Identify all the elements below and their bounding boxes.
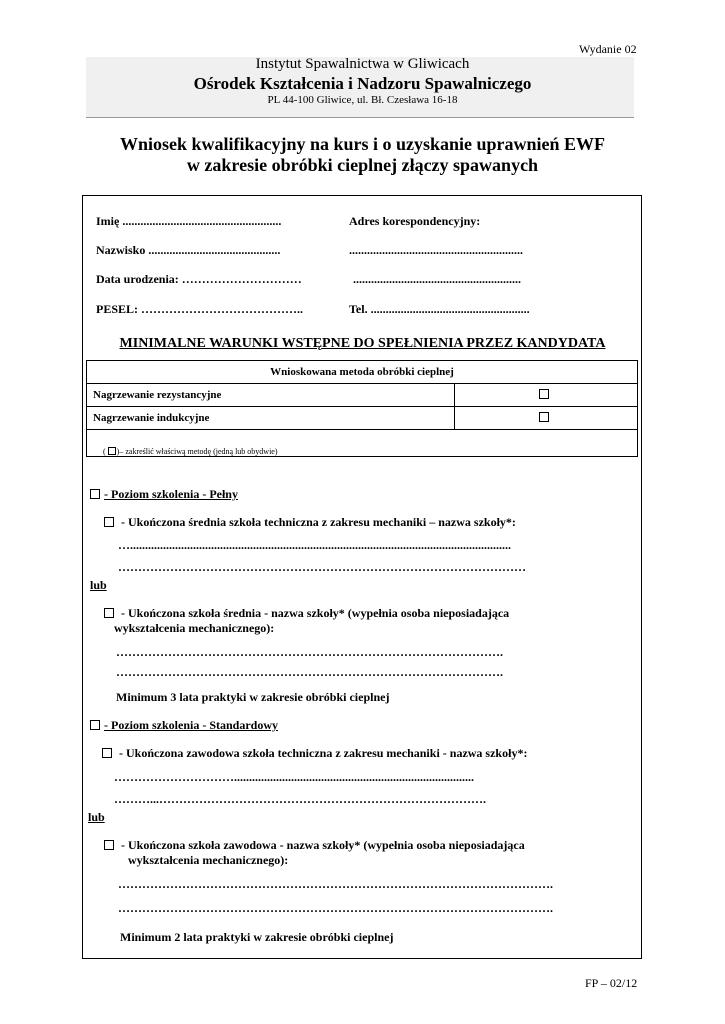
form-code: FP – 02/12 [585, 976, 638, 990]
method-resistive-checkbox[interactable] [539, 389, 549, 399]
method-note: ( )– zakreślić właściwą metodę (jedną lub obydwie) [87, 430, 638, 457]
birth-date-field[interactable]: Data urodzenia: ………………………… [96, 272, 302, 286]
page-subtitle: w zakresie obróbki cieplnej złączy spawanych [186, 155, 539, 175]
first-name-field[interactable]: Imię ..................................................... [96, 214, 282, 228]
standard-school-name-line-4[interactable]: ………………………………………………………………………………………………. [118, 901, 553, 915]
checkbox-legend-icon [108, 447, 116, 455]
phone-field[interactable]: Tel. ..................................................... [349, 302, 530, 316]
method-table [86, 360, 638, 457]
method-resistive-label: Nagrzewanie rezystancyjne [87, 384, 455, 407]
standard-vocational-school-option[interactable]: - Ukończona szkoła zawodowa - nazwa szkoły* (wypełnia osoba nieposiadająca [104, 838, 525, 853]
standard-school-name-line-1[interactable]: …………………………................................................................................ [114, 770, 474, 784]
standard-vocational-school-note: wykształcenia mechanicznego): [128, 853, 289, 867]
standard-school-name-line-3[interactable]: ………………………………………………………………………………………………. [118, 877, 553, 891]
standard-level-option[interactable]: - Poziom szkolenia - Standardowy [90, 718, 278, 733]
address-line-1[interactable]: .......................................................... [349, 243, 523, 257]
full-level-checkbox[interactable] [90, 489, 100, 499]
method-induction-checkbox[interactable] [539, 412, 549, 422]
table-row [87, 384, 638, 407]
table-row [87, 407, 638, 430]
requirements-heading: MINIMALNE WARUNKI WSTĘPNE DO SPEŁNIENIA PRZEZ KANDYDATA [119, 336, 606, 351]
standard-tech-school-option[interactable]: - Ukończona zawodowa szkoła techniczna z zakresu mechaniki - nazwa szkoły*: [102, 746, 527, 761]
full-level-option[interactable]: - Poziom szkolenia - Pełny [90, 487, 238, 502]
method-table-header: Wnioskowana metoda obróbki cieplnej [87, 361, 638, 384]
full-tech-school-option[interactable]: - Ukończona średnia szkoła techniczna z zakresu mechaniki – nazwa szkoły*: [104, 515, 516, 530]
full-minimum-practice: Minimum 3 lata praktyki w zakresie obróbki cieplnej [116, 690, 390, 704]
full-secondary-school-checkbox[interactable] [104, 608, 114, 618]
full-tech-school-checkbox[interactable] [104, 517, 114, 527]
full-school-name-line-2[interactable]: ………………………………………………………………………………………… [118, 560, 526, 574]
or-label: lub [90, 578, 107, 592]
full-school-name-line-1[interactable]: …............................................................................................................................... [118, 538, 511, 552]
full-school-name-line-4[interactable]: ……………………………………………………………………………………. [116, 665, 503, 679]
page-title: Wniosek kwalifikacyjny na kurs i o uzyskanie uprawnień EWF [119, 134, 606, 154]
method-induction-label: Nagrzewanie indukcyjne [87, 407, 455, 430]
edition-label: Wydanie 02 [579, 42, 637, 56]
full-secondary-school-option[interactable]: - Ukończona szkoła średnia - nazwa szkoły* (wypełnia osoba nieposiadająca [104, 606, 509, 621]
standard-level-checkbox[interactable] [90, 720, 100, 730]
standard-tech-school-checkbox[interactable] [102, 748, 112, 758]
or-label: lub [88, 810, 105, 824]
last-name-field[interactable]: Nazwisko ............................................ [96, 243, 281, 257]
institute-address: PL 44-100 Gliwice, ul. Bł. Czesława 16-18 [267, 94, 458, 106]
standard-minimum-practice: Minimum 2 lata praktyki w zakresie obróbki cieplnej [120, 930, 394, 944]
standard-school-name-line-2[interactable]: ………...………………………………………………………………………. [114, 792, 486, 806]
institute-name: Instytut Spawalnictwa w Gliwicach [255, 56, 470, 72]
full-secondary-school-note: wykształcenia mechanicznego): [114, 621, 275, 635]
pesel-field[interactable]: PESEL: ………………………………….. [96, 302, 304, 316]
standard-vocational-school-checkbox[interactable] [104, 840, 114, 850]
centre-name: Ośrodek Kształcenia i Nadzoru Spawalniczego [193, 74, 532, 93]
address-line-2[interactable]: ........................................................ [353, 272, 521, 286]
full-school-name-line-3[interactable]: ……………………………………………………………………………………. [116, 645, 503, 659]
address-label: Adres korespondencyjny: [349, 214, 481, 228]
